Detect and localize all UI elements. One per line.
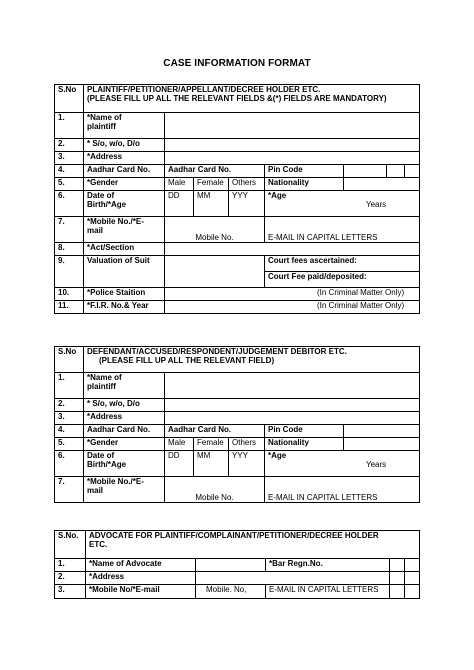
nationality-label: Nationality: [265, 438, 344, 451]
row-number: 1.: [55, 373, 84, 399]
dob-month-field[interactable]: MM: [194, 191, 229, 217]
table-row: [55, 191, 420, 217]
row-number: 4.: [55, 425, 84, 438]
table-row: [55, 288, 420, 301]
field-label: *Address: [84, 152, 165, 165]
gender-female-option[interactable]: Female: [194, 438, 229, 451]
relation-input[interactable]: [165, 399, 420, 412]
table-row: [55, 412, 420, 425]
section-header: [84, 347, 420, 373]
name-input[interactable]: [165, 373, 420, 399]
sno-header: S.No: [55, 85, 84, 113]
field-label: *Address: [86, 572, 196, 585]
table-row: [55, 425, 420, 438]
sno-header: S.No.: [55, 531, 86, 559]
row-number: 6.: [55, 191, 84, 217]
relation-input[interactable]: [165, 139, 420, 152]
table-row: [55, 256, 420, 272]
page-title: CASE INFORMATION FORMAT: [163, 58, 311, 69]
section-title: ADVOCATE FOR PLAINTIFF/COMPLAINANT/PETITIONER/DECREE HOLDER: [89, 531, 379, 540]
email-input[interactable]: E-MAIL IN CAPITAL LETTERS: [265, 217, 420, 243]
field-label: *Address: [84, 412, 165, 425]
row-number: 1.: [55, 559, 86, 572]
row-number: 6.: [55, 451, 84, 477]
table-row: [55, 451, 420, 477]
field-label: * S/o, w/o, D/o: [84, 399, 165, 412]
field-label: Aadhar Card No.: [84, 165, 165, 178]
bar-regn-label: *Bar Regn.No.: [266, 559, 390, 572]
gender-others-option[interactable]: Others: [229, 178, 265, 191]
table-header-row: [55, 531, 420, 559]
table-row: [55, 477, 420, 503]
pincode-box[interactable]: [344, 165, 387, 178]
field-label: *Act/Section: [84, 243, 165, 256]
field-label: Date of Birth/*Age: [84, 191, 165, 217]
mobile-input[interactable]: Mobile No.: [165, 477, 265, 503]
table-row: [55, 139, 420, 152]
address-input[interactable]: [165, 152, 420, 165]
row-number: 1.: [55, 113, 84, 139]
sno-header: S.No: [55, 347, 84, 373]
section-header: [84, 85, 420, 113]
age-label: *Age: [268, 191, 287, 200]
gender-male-option[interactable]: Male: [165, 178, 194, 191]
row-number: 5.: [55, 438, 84, 451]
field-label: *Gender: [84, 178, 165, 191]
row-number: 3.: [55, 412, 84, 425]
table-row: [55, 217, 420, 243]
address-box[interactable]: [390, 572, 405, 585]
row-number: 3.: [55, 585, 86, 599]
bar-regn-box[interactable]: [390, 559, 405, 572]
field-label: *F.I.R. No.& Year: [84, 301, 165, 314]
row-number: 3.: [55, 152, 84, 165]
row-number: 5.: [55, 178, 84, 191]
table-row: [55, 113, 420, 139]
pincode-box[interactable]: [405, 165, 420, 178]
table-row: [55, 165, 420, 178]
table-row: [55, 572, 420, 585]
table-row: [55, 373, 420, 399]
dob-year-field[interactable]: YYY: [229, 451, 265, 477]
email-box[interactable]: [390, 585, 405, 599]
valuation-input[interactable]: [165, 256, 265, 288]
defendant-table: [54, 346, 419, 503]
row-number: 2.: [55, 139, 84, 152]
row-number: 9.: [55, 256, 84, 288]
fir-input[interactable]: (In Criminal Matter Only): [165, 301, 420, 314]
email-input[interactable]: E-MAIL IN CAPITAL LETTERS: [265, 477, 420, 503]
years-label: Years: [366, 200, 387, 209]
table-row: [55, 399, 420, 412]
name-input[interactable]: [165, 113, 420, 139]
table-header-row: [55, 85, 420, 113]
section-instruction: (PLEASE FILL UP ALL THE RELEVANT FIELDS &(*) FIELDS ARE MANDATORY): [87, 94, 387, 103]
nationality-label: Nationality: [265, 178, 344, 191]
pincode-input[interactable]: [344, 425, 420, 438]
row-number: 10.: [55, 288, 84, 301]
table-row: [55, 243, 420, 256]
row-number: 7.: [55, 477, 84, 503]
field-label: Valuation of Suit: [84, 256, 165, 288]
table-row: [55, 559, 420, 572]
nationality-input[interactable]: [344, 178, 420, 191]
field-label: *Police Staition: [84, 288, 165, 301]
email-box[interactable]: [405, 585, 420, 599]
address-box[interactable]: [405, 572, 420, 585]
field-label: Date of Birth/*Age: [84, 451, 165, 477]
aadhar-label: Aadhar Card No.: [165, 165, 265, 178]
table-header-row: [55, 347, 420, 373]
aadhar-label: Aadhar Card No.: [165, 425, 265, 438]
field-label: *Name of Advocate: [86, 559, 196, 572]
table-row: [55, 301, 420, 314]
gender-female-option[interactable]: Female: [194, 178, 229, 191]
years-label: Years: [366, 460, 387, 469]
row-number: 2.: [55, 572, 86, 585]
section-title: PLAINTIFF/PETITIONER/APPELLANT/DECREE HOLDER ETC.: [87, 85, 321, 94]
field-label: *Name of plaintiff: [84, 373, 165, 399]
mobile-input[interactable]: Mobile No.: [165, 217, 265, 243]
row-number: 4.: [55, 165, 84, 178]
section-title: DEFENDANT/ACCUSED/RESPONDENT/JUDGEMENT DEBITOR ETC.: [87, 347, 347, 356]
nationality-input[interactable]: [344, 438, 420, 451]
court-fees-ascertained[interactable]: Court fees ascertained:: [265, 256, 420, 272]
row-number: 7.: [55, 217, 84, 243]
dob-day-field[interactable]: DD: [165, 191, 194, 217]
address-input[interactable]: [165, 412, 420, 425]
age-cell[interactable]: [265, 191, 420, 217]
plaintiff-table: [54, 84, 419, 314]
field-label: *Name of plaintiff: [84, 113, 165, 139]
field-label: * S/o, w/o, D/o: [84, 139, 165, 152]
bar-regn-box[interactable]: [405, 559, 420, 572]
row-number: 11.: [55, 301, 84, 314]
row-number: 8.: [55, 243, 84, 256]
gender-others-option[interactable]: Others: [229, 438, 265, 451]
court-fee-paid[interactable]: Court Fee paid/deposited:: [265, 272, 420, 288]
section-title-cont: ETC.: [89, 540, 108, 549]
pincode-label: Pin Code: [265, 165, 344, 178]
age-label: *Age: [268, 451, 287, 460]
age-cell[interactable]: [265, 451, 420, 477]
table-row: [55, 438, 420, 451]
row-number: 2.: [55, 399, 84, 412]
field-label: *Mobile No/*E-mail: [86, 585, 196, 599]
table-row: [55, 178, 420, 191]
section-instruction: (PLEASE FILL UP ALL THE RELEVANT FIELD): [99, 356, 275, 365]
field-label: Aadhar Card No.: [84, 425, 165, 438]
section-header: [86, 531, 420, 559]
mobile-input[interactable]: Mobile. No,: [196, 585, 266, 599]
police-station-input[interactable]: (In Criminal Matter Only): [165, 288, 420, 301]
dob-month-field[interactable]: MM: [194, 451, 229, 477]
gender-male-option[interactable]: Male: [165, 438, 194, 451]
address-input[interactable]: [196, 572, 390, 585]
dob-year-field[interactable]: YYY: [229, 191, 265, 217]
pincode-box[interactable]: [387, 165, 405, 178]
field-label: *Mobile No./*E- mail: [84, 217, 165, 243]
dob-day-field[interactable]: DD: [165, 451, 194, 477]
advocate-table: [54, 530, 419, 599]
table-row: [55, 585, 420, 599]
email-input[interactable]: E-MAIL IN CAPITAL LETTERS: [266, 585, 390, 599]
pincode-label: Pin Code: [265, 425, 344, 438]
field-label: *Gender: [84, 438, 165, 451]
advocate-name-input[interactable]: [196, 559, 266, 572]
act-section-input[interactable]: [165, 243, 420, 256]
table-row: [55, 152, 420, 165]
field-label: *Mobile No./*E- mail: [84, 477, 165, 503]
